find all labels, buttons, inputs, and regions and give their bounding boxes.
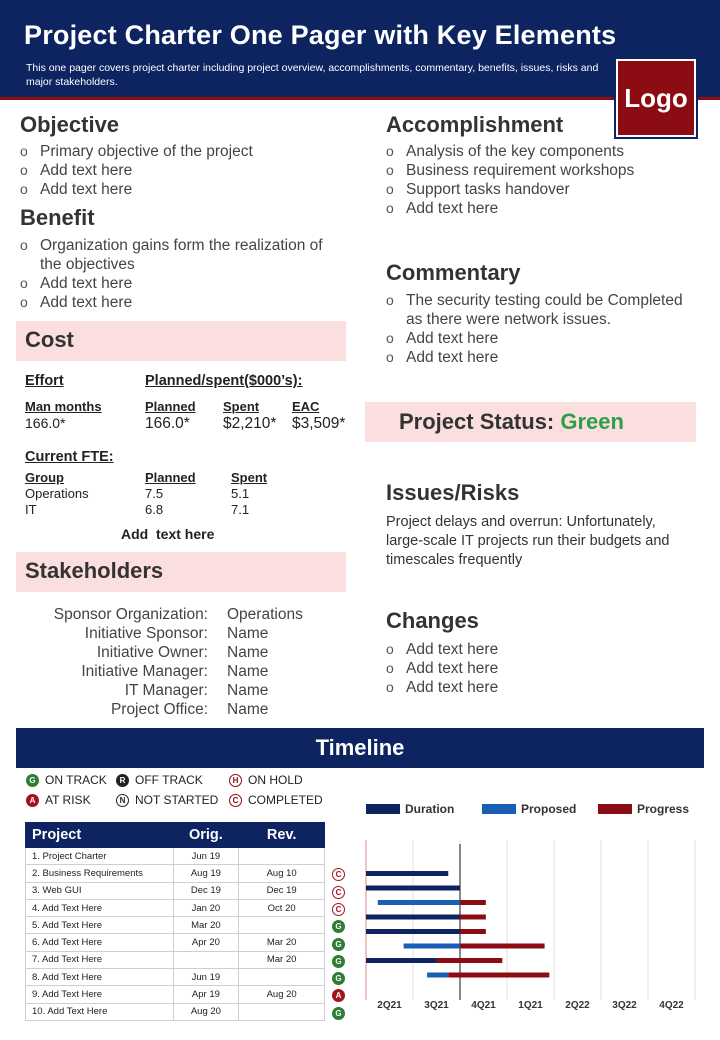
proposed-swatch bbox=[482, 804, 516, 814]
legend-not-started bbox=[116, 793, 218, 807]
project-status-value: Green bbox=[560, 409, 624, 434]
table-cell-orig: Apr 20 bbox=[173, 934, 239, 951]
table-cell-rev: Dec 19 bbox=[239, 882, 325, 899]
stakeholders-header bbox=[16, 552, 346, 592]
objective-heading: Objective bbox=[20, 112, 120, 137]
stakeholder-label: Sponsor Organization: bbox=[53, 606, 208, 623]
fte-row-planned: 7.5 bbox=[145, 486, 164, 501]
table-cell-rev: Aug 20 bbox=[239, 986, 325, 1003]
list-item: o Add text here bbox=[386, 678, 696, 697]
stakeholders-heading: Stakeholders bbox=[25, 558, 164, 583]
issues-text: Project delays and overrun: Unfortunately, large-scale IT projects run their budgets and timescales frequently bbox=[386, 514, 670, 568]
quarter-tick-label: 1Q21 bbox=[518, 1000, 543, 1011]
stakeholder-value: Name bbox=[227, 663, 269, 680]
progress-swatch bbox=[598, 804, 632, 814]
fte-header-planned: Planned bbox=[145, 470, 196, 485]
status-badge: G bbox=[332, 1007, 345, 1020]
man-months-value: 166.0* bbox=[25, 415, 66, 431]
planned-label: Planned bbox=[145, 399, 196, 414]
stakeholder-value: Name bbox=[227, 701, 269, 718]
project-table bbox=[25, 822, 325, 1021]
list-item: o Analysis of the key components bbox=[386, 142, 706, 161]
stakeholder-value: Name bbox=[227, 625, 269, 642]
legend-label: COMPLETED bbox=[248, 793, 323, 807]
stakeholder-value: Operations bbox=[227, 606, 303, 623]
changes-heading: Changes bbox=[386, 608, 479, 633]
gantt-bar-duration bbox=[366, 886, 460, 891]
cost-heading: Cost bbox=[25, 327, 74, 352]
accomplishment-heading: Accomplishment bbox=[386, 112, 564, 137]
legend-on-track bbox=[26, 773, 107, 787]
status-badge: C bbox=[332, 868, 345, 881]
stakeholder-label: Project Office: bbox=[110, 701, 208, 718]
logo-box: Logo bbox=[614, 57, 698, 139]
quarter-tick-label: 4Q22 bbox=[659, 1000, 684, 1011]
table-row bbox=[26, 882, 325, 899]
gantt-chart bbox=[362, 838, 700, 1028]
issues-heading: Issues/Risks bbox=[386, 480, 520, 505]
gantt-bar-progress bbox=[460, 944, 545, 949]
stakeholder-value: Name bbox=[227, 644, 269, 661]
legend-label: NOT STARTED bbox=[135, 793, 219, 807]
legend-label: ON TRACK bbox=[45, 773, 107, 787]
list-item: o Organization gains form the realization of the objectives bbox=[20, 236, 340, 274]
table-cell-rev: Mar 20 bbox=[239, 951, 325, 968]
gantt-bar-proposed bbox=[427, 973, 448, 978]
legend-at-risk bbox=[26, 793, 91, 807]
list-item: o Add text here bbox=[20, 274, 340, 293]
list-item: o Add text here bbox=[386, 199, 706, 218]
legend-off-track bbox=[116, 773, 203, 787]
status-badge: G bbox=[332, 938, 345, 951]
gantt-bar-proposed bbox=[404, 944, 460, 949]
table-cell-orig: Apr 19 bbox=[173, 986, 239, 1003]
table-row bbox=[26, 986, 325, 1003]
stakeholder-label: IT Manager: bbox=[124, 682, 208, 699]
commentary-heading: Commentary bbox=[386, 260, 521, 285]
project-table-body bbox=[26, 848, 325, 1021]
project-status-label: Project Status: bbox=[399, 409, 561, 434]
legend-label: OFF TRACK bbox=[135, 773, 203, 787]
list-item: o Add text here bbox=[386, 640, 696, 659]
table-row bbox=[26, 899, 325, 916]
duration-swatch bbox=[366, 804, 400, 814]
table-cell-rev: Mar 20 bbox=[239, 934, 325, 951]
stakeholder-label: Initiative Sponsor: bbox=[84, 625, 208, 642]
eac-label: EAC bbox=[292, 399, 320, 414]
fte-row-group: Operations bbox=[25, 486, 89, 501]
table-cell-project: 2. Business Requirements bbox=[26, 865, 174, 882]
table-cell-rev bbox=[239, 917, 325, 934]
timeline-banner bbox=[16, 728, 704, 768]
list-item: o Add text here bbox=[20, 293, 340, 312]
table-cell-orig: Jun 19 bbox=[173, 848, 239, 865]
quarter-tick-label: 3Q22 bbox=[612, 1000, 637, 1011]
list-item: o Primary objective of the project bbox=[20, 142, 340, 161]
objective-list bbox=[20, 142, 340, 199]
fte-header-spent: Spent bbox=[231, 470, 268, 485]
status-badge: A bbox=[332, 989, 345, 1002]
proposed-legend-label: Proposed bbox=[521, 802, 577, 816]
cost-header bbox=[16, 321, 346, 361]
stakeholder-label: Initiative Owner: bbox=[96, 644, 208, 661]
fte-header-group: Group bbox=[25, 470, 64, 485]
spent-value: $2,210* bbox=[223, 415, 277, 432]
table-cell-rev: Oct 20 bbox=[239, 899, 325, 916]
list-item: o Add text here bbox=[20, 161, 340, 180]
header-banner bbox=[0, 0, 720, 100]
col-project: Project bbox=[26, 823, 174, 848]
quarter-tick-label: 2Q21 bbox=[377, 1000, 402, 1011]
table-row bbox=[26, 917, 325, 934]
table-cell-project: 3. Web GUI bbox=[26, 882, 174, 899]
benefit-list bbox=[20, 236, 340, 312]
table-cell-project: 1. Project Charter bbox=[26, 848, 174, 865]
effort-label: Effort bbox=[25, 373, 64, 389]
gantt-bar-progress bbox=[460, 929, 486, 934]
table-cell-rev bbox=[239, 969, 325, 986]
list-item: o Add text here bbox=[386, 659, 696, 678]
status-badge: G bbox=[332, 920, 345, 933]
table-cell-orig: Aug 20 bbox=[173, 1003, 239, 1020]
progress-legend-label: Progress bbox=[637, 802, 690, 816]
table-cell-project: 5. Add Text Here bbox=[26, 917, 174, 934]
spent-label: Spent bbox=[223, 399, 260, 414]
legend-completed bbox=[229, 793, 323, 807]
table-cell-project: 7. Add Text Here bbox=[26, 951, 174, 968]
completed-icon: C bbox=[229, 794, 242, 807]
planned-spent-label: Planned/spent($000’s): bbox=[145, 373, 303, 389]
table-cell-project: 10. Add Text Here bbox=[26, 1003, 174, 1020]
table-cell-project: 8. Add Text Here bbox=[26, 969, 174, 986]
list-item: o Add text here bbox=[386, 329, 696, 348]
benefit-heading: Benefit bbox=[20, 205, 95, 230]
fte-row-spent: 7.1 bbox=[231, 502, 250, 517]
stakeholder-label: Initiative Manager: bbox=[81, 663, 208, 680]
table-cell-orig: Dec 19 bbox=[173, 882, 239, 899]
changes-list bbox=[386, 640, 696, 697]
gantt-bar-duration bbox=[366, 871, 448, 876]
header-divider bbox=[0, 97, 720, 100]
fte-row-planned: 6.8 bbox=[145, 502, 164, 517]
gantt-bar-progress bbox=[460, 900, 486, 905]
project-status-box bbox=[365, 402, 696, 442]
gantt-bar-duration bbox=[366, 958, 437, 963]
table-cell-rev bbox=[239, 848, 325, 865]
gantt-bar-progress bbox=[448, 973, 549, 978]
fte-row-group: IT bbox=[25, 502, 37, 517]
list-item: o Business requirement workshops bbox=[386, 161, 706, 180]
table-cell-project: 9. Add Text Here bbox=[26, 986, 174, 1003]
status-badge: C bbox=[332, 903, 345, 916]
gantt-bar-progress bbox=[460, 915, 486, 920]
status-badge: G bbox=[332, 972, 345, 985]
page-subtitle: This one pager covers project charter including project overview, accomplishments, commentary, benefits, issues, risks and major stakeholders. bbox=[26, 62, 599, 88]
table-cell-orig: Jan 20 bbox=[173, 899, 239, 916]
table-cell-rev bbox=[239, 1003, 325, 1020]
duration-legend-label: Duration bbox=[405, 802, 455, 816]
on-hold-icon: H bbox=[229, 774, 242, 787]
accomplishment-list bbox=[386, 142, 706, 218]
cost-note: Add text here bbox=[121, 526, 215, 542]
gantt-bar-progress bbox=[437, 958, 503, 963]
commentary-list bbox=[386, 291, 696, 367]
page-title: Project Charter One Pager with Key Elements bbox=[24, 20, 617, 50]
project-status bbox=[399, 409, 624, 435]
table-row bbox=[26, 865, 325, 882]
table-row bbox=[26, 1003, 325, 1020]
list-item: o The security testing could be Completed as there were network issues. bbox=[386, 291, 696, 329]
man-months-label: Man months bbox=[25, 399, 102, 414]
eac-value: $3,509* bbox=[292, 415, 346, 432]
table-cell-orig: Mar 20 bbox=[173, 917, 239, 934]
on-track-icon: G bbox=[26, 774, 39, 787]
quarter-tick-label: 4Q21 bbox=[471, 1000, 496, 1011]
table-cell-orig: Jun 19 bbox=[173, 969, 239, 986]
table-row bbox=[26, 951, 325, 968]
col-rev: Rev. bbox=[239, 823, 325, 848]
table-cell-orig: Aug 19 bbox=[173, 865, 239, 882]
stakeholder-value: Name bbox=[227, 682, 269, 699]
timeline-heading: Timeline bbox=[315, 735, 405, 760]
quarter-tick-label: 2Q22 bbox=[565, 1000, 590, 1011]
list-item: o Add text here bbox=[20, 180, 340, 199]
list-item: o Add text here bbox=[386, 348, 696, 367]
table-cell-project: 4. Add Text Here bbox=[26, 899, 174, 916]
status-badge: C bbox=[332, 886, 345, 899]
col-orig: Orig. bbox=[173, 823, 239, 848]
planned-value: 166.0* bbox=[145, 415, 190, 432]
list-item: o Support tasks handover bbox=[386, 180, 706, 199]
table-cell-orig bbox=[173, 951, 239, 968]
table-header-row bbox=[26, 823, 325, 848]
table-cell-project: 6. Add Text Here bbox=[26, 934, 174, 951]
table-cell-rev: Aug 10 bbox=[239, 865, 325, 882]
status-badge: G bbox=[332, 955, 345, 968]
legend-label: ON HOLD bbox=[248, 773, 303, 787]
gantt-bar-duration bbox=[366, 929, 460, 934]
not-started-icon: N bbox=[116, 794, 129, 807]
gantt-bar-duration bbox=[366, 915, 460, 920]
quarter-tick-label: 3Q21 bbox=[424, 1000, 449, 1011]
table-row bbox=[26, 934, 325, 951]
current-fte-label: Current FTE: bbox=[25, 449, 114, 465]
table-row bbox=[26, 848, 325, 865]
off-track-icon: R bbox=[116, 774, 129, 787]
fte-row-spent: 5.1 bbox=[231, 486, 250, 501]
gantt-bar-proposed bbox=[378, 900, 460, 905]
table-row bbox=[26, 969, 325, 986]
legend-label: AT RISK bbox=[45, 793, 91, 807]
legend-on-hold bbox=[229, 773, 303, 787]
at-risk-icon: A bbox=[26, 794, 39, 807]
